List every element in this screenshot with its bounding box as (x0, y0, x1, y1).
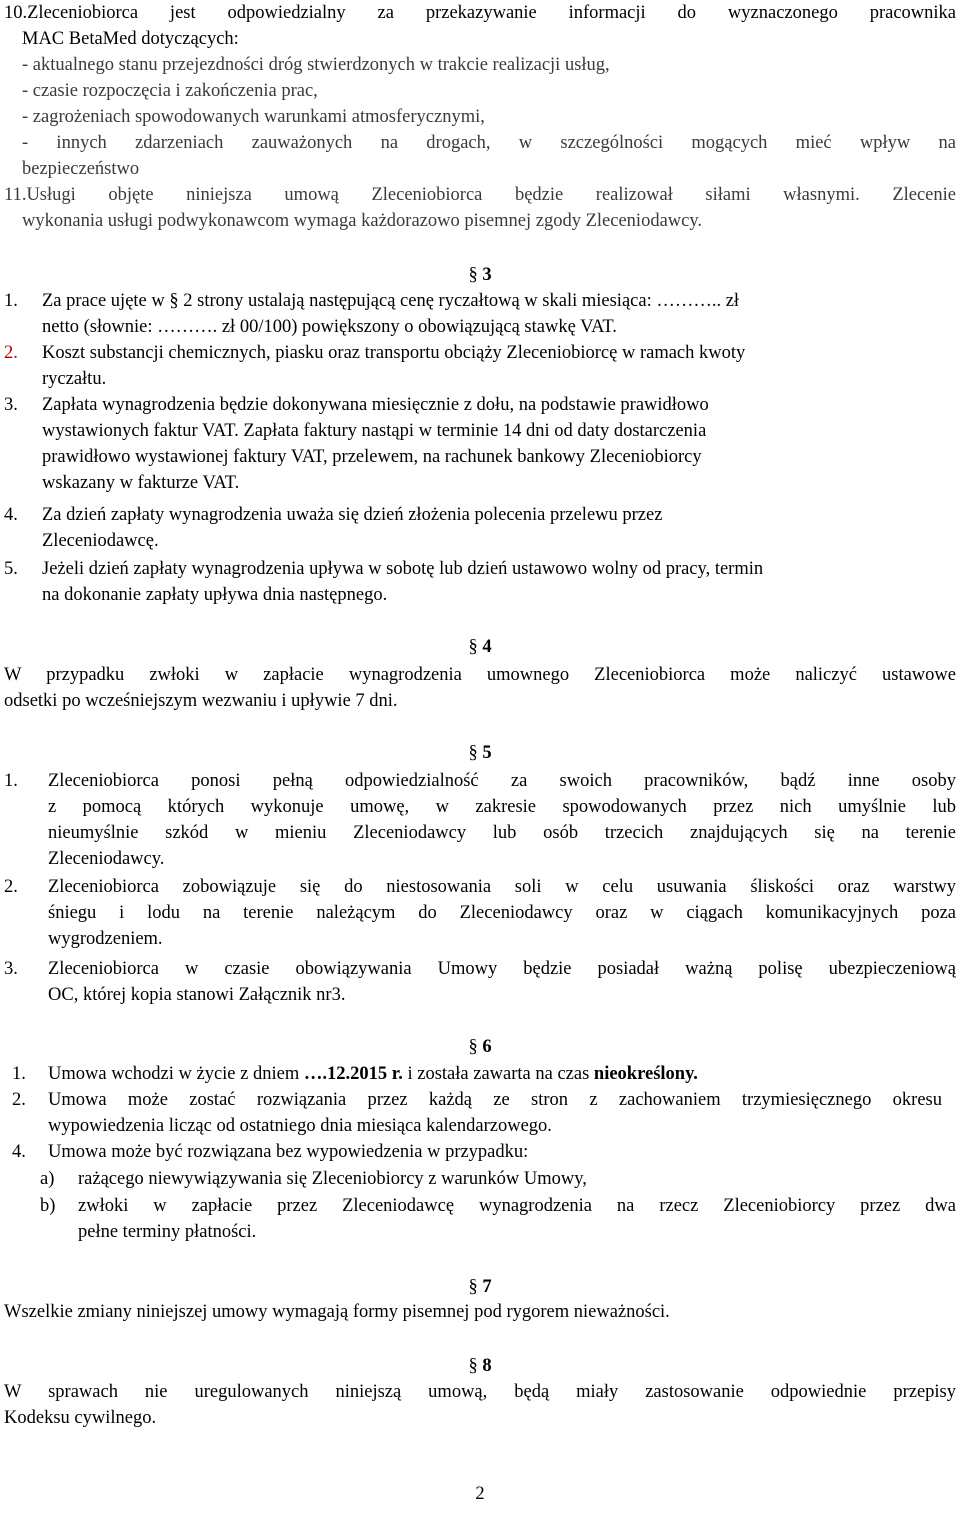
list-number: 3. (4, 395, 18, 415)
s5-item2-line1: Zleceniobiorca zobowiązuje się do niestosowania soli w celu usuwania śliskości oraz warstwy (48, 877, 956, 897)
section-number: 4 (482, 637, 492, 657)
s3-item1-line1: Za prace ujęte w § 2 strony ustalają następującą cenę ryczałtową w skali miesiąca: ……….. zł (42, 291, 740, 311)
list-number: 2. (4, 877, 18, 897)
s5-item2-line2: śniegu i lodu na terenie należącym do Zleceniodawcy oraz w ciągach komunikacyjnych poza (48, 903, 956, 923)
s5-item2-line3: wygrodzeniem. (48, 929, 163, 949)
list-letter: b) (40, 1196, 56, 1216)
p10-title-line2: MAC BetaMed dotyczących: (22, 29, 239, 49)
s8-line2: Kodeksu cywilnego. (4, 1408, 157, 1428)
s6-item1-mid: i została zawarta na czas (402, 1064, 594, 1084)
paragraph-sign: § (468, 1277, 478, 1297)
s4-line1: W przypadku zwłoki w zapłacie wynagrodzenia umownego Zleceniobiorca może naliczyć ustawowe (4, 665, 956, 685)
s6-item1-pre: Umowa wchodzi w życie z dniem (48, 1064, 304, 1084)
s6-sub-b-line1: zwłoki w zapłacie przez Zleceniodawcę wynagrodzenia na rzecz Zleceniobiorcy przez dwa (78, 1196, 956, 1216)
s5-item1-line1: Zleceniobiorca ponosi pełną odpowiedzialność za swoich pracowników, bądź inne osoby (48, 771, 956, 791)
p10-item: - aktualnego stanu przejezdności dróg stwierdzonych w trakcie realizacji usług, (22, 55, 610, 75)
s3-item5-line2: na dokonanie zapłaty upływa dnia następnego. (42, 585, 388, 605)
paragraph-sign: § (468, 743, 478, 763)
s4-line2: odsetki po wcześniejszym wezwaniu i upływie 7 dni. (4, 691, 398, 711)
s7-line: Wszelkie zmiany niniejszej umowy wymagają formy pisemnej pod rygorem nieważności. (4, 1302, 670, 1322)
s6-item2-line2: wypowiedzenia licząc od ostatniego dnia miesiąca kalendarzowego. (48, 1116, 552, 1136)
section-heading-8 (0, 1353, 960, 1379)
s5-item1-line2: z pomocą których wykonuje umowę, w zakresie spowodowanych przez nich umyślnie lub (48, 797, 956, 817)
list-number: 4. (12, 1142, 26, 1162)
paragraph-sign: § (468, 1356, 478, 1376)
s8-line1: W sprawach nie uregulowanych niniejszą umową, będą miały zastosowanie odpowiednie przepisy (4, 1382, 956, 1402)
s3-item2-line1: Koszt substancji chemicznych, piasku oraz transportu obciąży Zleceniobiorcę w ramach kwoty (42, 343, 746, 363)
s5-item3-line2: OC, której kopia stanowi Załącznik nr3. (48, 985, 346, 1005)
s3-item1-line2: netto (słownie: ………. zł 00/100) powiększony o obowiązującą stawkę VAT. (42, 317, 617, 337)
p11-line2: wykonania usługi podwykonawcom wymaga każdorazowo pisemnej zgody Zleceniodawcy. (22, 211, 703, 231)
section-number: 7 (482, 1277, 492, 1297)
p11-line1: 11.Usługi objęte niniejsza umową Zleceniobiorca będzie realizował siłami własnymi. Zlecenie (4, 185, 956, 205)
p10-item: bezpieczeństwo (22, 159, 140, 179)
p10-item: - innych zdarzeniach zauważonych na drogach, w szczególności mogących mieć wpływ na (22, 133, 956, 153)
p10-title-line1: 10.Zleceniobiorca jest odpowiedzialny za przekazywanie informacji do wyznaczonego pracownika (4, 3, 956, 23)
s3-item2-line2: ryczałtu. (42, 369, 107, 389)
s6-item2-line1: Umowa może zostać rozwiązania przez każdą ze stron z zachowaniem trzymiesięcznego okresu (48, 1090, 942, 1110)
s3-item3-line2: wystawionych faktur VAT. Zapłata faktury nastąpi w terminie 14 dni od daty dostarczenia (42, 421, 707, 441)
list-number: 5. (4, 559, 18, 579)
paragraph-sign: § (468, 1037, 478, 1057)
section-number: 6 (482, 1037, 492, 1057)
s3-item3-line3: prawidłowo wystawionej faktury VAT, przelewem, na rachunek bankowy Zleceniobiorcy (42, 447, 702, 467)
s5-item1-line3: nieumyślnie szkód w mieniu Zleceniodawcy lub osób trzecich znajdujących się na terenie (48, 823, 956, 843)
list-number: 4. (4, 505, 18, 525)
paragraph-sign: § (468, 265, 478, 285)
s6-sub-b-line2: pełne terminy płatności. (78, 1222, 257, 1242)
list-number: 2. (4, 343, 18, 363)
list-number: 1. (12, 1064, 26, 1084)
list-letter: a) (40, 1169, 55, 1189)
s6-item1-bold: nieokreślony. (593, 1064, 698, 1084)
s3-item5-line1: Jeżeli dzień zapłaty wynagrodzenia upływa w sobotę lub dzień ustawowo wolny od pracy, termin (42, 559, 764, 579)
page-number: 2 (475, 1484, 485, 1504)
list-number: 1. (4, 771, 18, 791)
section-number: 5 (482, 743, 492, 763)
paragraph-sign: § (468, 637, 478, 657)
section-heading-3 (0, 262, 960, 288)
s3-item4-line2: Zleceniodawcę. (42, 531, 159, 551)
s3-item4-line1: Za dzień zapłaty wynagrodzenia uważa się dzień złożenia polecenia przelewu przez (42, 505, 663, 525)
s3-item3-line1: Zapłata wynagrodzenia będzie dokonywana miesięcznie z dołu, na podstawie prawidłowo (42, 395, 709, 415)
s5-item3-line1: Zleceniobiorca w czasie obowiązywania Umowy będzie posiadał ważną polisę ubezpieczeniową (48, 959, 956, 979)
p10-item: - zagrożeniach spowodowanych warunkami atmosferycznymi, (22, 107, 485, 127)
section-number: 3 (482, 265, 492, 285)
section-heading-6 (0, 1034, 960, 1060)
s6-item4-line: Umowa może być rozwiązana bez wypowiedzenia w przypadku: (48, 1142, 529, 1162)
p10-item: - czasie rozpoczęcia i zakończenia prac, (22, 81, 318, 101)
s6-item1-date: ….12.2015 r. (303, 1064, 403, 1084)
s5-item1-line4: Zleceniodawcy. (48, 849, 165, 869)
section-heading-7 (0, 1274, 960, 1300)
section-heading-5 (0, 740, 960, 766)
list-number: 1. (4, 291, 18, 311)
s3-item3-line4: wskazany w fakturze VAT. (42, 473, 240, 493)
list-number: 2. (12, 1090, 26, 1110)
list-number: 3. (4, 959, 18, 979)
section-number: 8 (482, 1356, 492, 1376)
s6-item1-line (48, 1061, 698, 1087)
s6-sub-a-line: rażącego niewywiązywania się Zleceniobiorcy z warunków Umowy, (78, 1169, 587, 1189)
section-heading-4 (0, 634, 960, 660)
